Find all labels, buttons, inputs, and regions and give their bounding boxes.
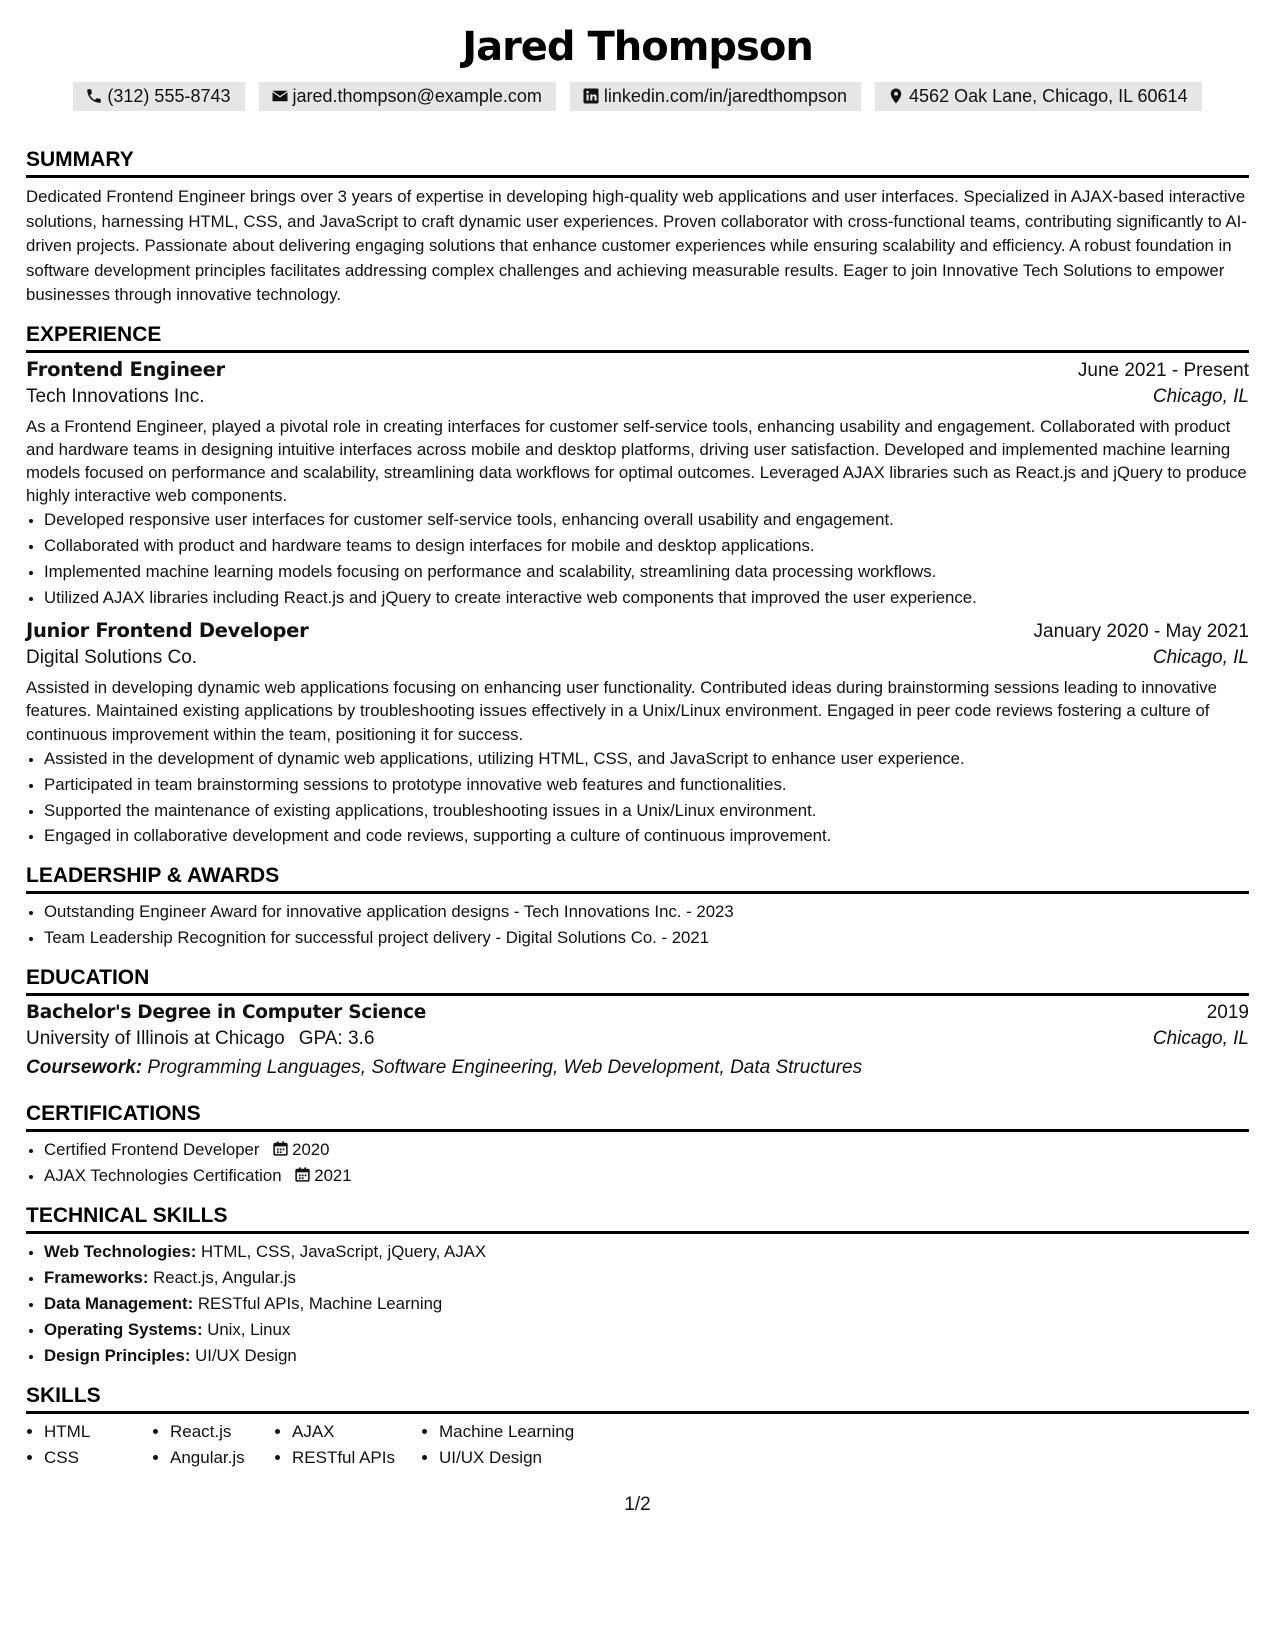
list-item: • UI/UX Design	[439, 1445, 639, 1471]
certifications-section	[26, 1101, 1249, 1189]
page-number: 1/2	[624, 1494, 651, 1515]
skill-category: Data Management:	[44, 1293, 194, 1313]
contact-linkedin-text: linkedin.com/in/jaredthompson	[603, 86, 848, 106]
list-item	[44, 1137, 1249, 1163]
job-date: June 2021 - Present	[1077, 359, 1249, 381]
skill-category: Operating Systems:	[44, 1319, 203, 1339]
envelope-icon	[271, 87, 289, 105]
job-header	[26, 619, 1249, 643]
degree: Bachelor's Degree in Computer Science	[26, 1001, 427, 1023]
experience-section	[26, 322, 1249, 850]
list-item: • Implemented machine learning models focusing on performance and scalability, streamlining data processing workflows.	[44, 559, 1249, 585]
contact-email[interactable]	[259, 82, 556, 111]
skill-category: Web Technologies:	[44, 1242, 197, 1262]
job-company: Tech Innovations Inc.	[26, 385, 205, 407]
section-title-leadership: LEADERSHIP & AWARDS	[26, 863, 1249, 894]
skill-values: Unix, Linux	[207, 1319, 291, 1339]
list-item: • Machine Learning	[439, 1419, 639, 1445]
list-item	[44, 1163, 1249, 1189]
cert-year: 2020	[292, 1139, 330, 1159]
list-item: • AJAX	[292, 1419, 421, 1445]
skill-values: React.js, Angular.js	[153, 1268, 296, 1288]
list-item	[44, 1317, 1249, 1343]
section-title-technical-skills: TECHNICAL SKILLS	[26, 1203, 1249, 1234]
school-name: University of Illinois at Chicago	[26, 1027, 285, 1049]
section-title-education: EDUCATION	[26, 965, 1249, 996]
contact-email-text: jared.thompson@example.com	[292, 86, 542, 106]
linkedin-icon	[582, 87, 600, 105]
job-description: As a Frontend Engineer, played a pivotal role in creating interfaces for customer self-service tools, enhancing usability and engagement. Collaborated with product and hardware teams in designing intuitive interfaces across mobile and desktop platforms, driving user satisfaction. Developed and implemented machine learning models focused on performance and scalability, streamlining data workflows for optimal outcomes. Leveraged AJAX libraries such as React.js and jQuery to produce highly interactive web components.	[26, 416, 1247, 506]
map-pin-icon	[887, 87, 905, 105]
job-bullets	[26, 507, 1249, 610]
list-item: • HTML	[44, 1419, 152, 1445]
list-item	[44, 1291, 1249, 1317]
skills-column	[421, 1419, 639, 1471]
leadership-section	[26, 863, 1249, 951]
school-info	[26, 1028, 374, 1050]
contact-address[interactable]	[875, 82, 1202, 111]
calendar-icon	[294, 1166, 311, 1183]
awards-list	[26, 899, 1249, 951]
skill-values: UI/UX Design	[195, 1345, 297, 1365]
job-header	[26, 358, 1249, 382]
list-item: • Supported the maintenance of existing applications, troubleshooting issues in a Unix/Linux environment.	[44, 798, 1249, 824]
job-company: Digital Solutions Co.	[26, 646, 198, 668]
list-item: • Participated in team brainstorming sessions to prototype innovative web features and functionalities.	[44, 772, 1249, 798]
section-title-certifications: CERTIFICATIONS	[26, 1101, 1249, 1132]
list-item: • Engaged in collaborative development and code reviews, supporting a culture of continuous improvement.	[44, 823, 1249, 849]
section-title-skills: SKILLS	[26, 1383, 1249, 1414]
job-bullets	[26, 746, 1249, 849]
candidate-name: Jared Thompson	[462, 24, 813, 70]
education-header	[26, 1002, 1249, 1024]
school-location: Chicago, IL	[1152, 1027, 1249, 1049]
contact-phone-text: (312) 555-8743	[107, 86, 231, 106]
cert-name: Certified Frontend Developer	[44, 1139, 260, 1159]
list-item: • Utilized AJAX libraries including React.js and jQuery to create interactive web components that improved the user experience.	[44, 585, 1249, 611]
list-item: • RESTful APIs	[292, 1445, 421, 1471]
skills-grid	[26, 1419, 1249, 1471]
list-item: • Collaborated with product and hardware teams to design interfaces for mobile and desktop applications.	[44, 533, 1249, 559]
job-subheader	[26, 386, 1249, 408]
summary-section	[26, 147, 1249, 308]
coursework-label: Coursework:	[26, 1056, 143, 1078]
list-item: • Assisted in the development of dynamic web applications, utilizing HTML, CSS, and JavaScript to enhance user experience.	[44, 746, 1249, 772]
cert-name: AJAX Technologies Certification	[44, 1165, 282, 1185]
list-item	[44, 1239, 1249, 1265]
list-item: • Developed responsive user interfaces for customer self-service tools, enhancing overall usability and engagement.	[44, 507, 1249, 533]
job-subheader	[26, 647, 1249, 669]
gpa: GPA: 3.6	[298, 1027, 375, 1049]
skills-section	[26, 1383, 1249, 1471]
job-description: Assisted in developing dynamic web applications focusing on enhancing user functionality. Contributed ideas during brainstorming sessions leading to innovative features. Maintained existing applications by troubleshooting issues effectively in a Unix/Linux environment. Engaged in peer code reviews fostering a culture of continuous improvement within the team, positioning it for success.	[26, 677, 1217, 744]
list-item	[44, 1265, 1249, 1291]
job-location: Chicago, IL	[1152, 646, 1249, 668]
job-title: Junior Frontend Developer	[26, 618, 309, 642]
technical-skills-section	[26, 1203, 1249, 1368]
contact-phone[interactable]	[73, 82, 244, 111]
contact-linkedin[interactable]	[570, 82, 861, 111]
coursework	[26, 1057, 1249, 1079]
job-title: Frontend Engineer	[26, 357, 225, 381]
education-section	[26, 965, 1249, 1079]
education-subheader	[26, 1028, 1249, 1050]
calendar-icon	[272, 1140, 289, 1157]
list-item: • Team Leadership Recognition for successful project delivery - Digital Solutions Co. - 2021	[44, 925, 1249, 951]
graduation-year: 2019	[1206, 1001, 1249, 1023]
job-entry	[26, 358, 1249, 611]
job-date: January 2020 - May 2021	[1033, 620, 1249, 642]
skills-column	[152, 1419, 274, 1471]
skills-column	[26, 1419, 152, 1471]
skills-column	[274, 1419, 421, 1471]
list-item: • React.js	[170, 1419, 274, 1445]
skill-values: RESTful APIs, Machine Learning	[197, 1293, 443, 1313]
skill-values: HTML, CSS, JavaScript, jQuery, AJAX	[200, 1242, 487, 1262]
contact-bar	[26, 82, 1249, 111]
certifications-list	[26, 1137, 1249, 1189]
list-item: • Outstanding Engineer Award for innovative application designs - Tech Innovations Inc. - 2023	[44, 899, 1249, 925]
summary-text: Dedicated Frontend Engineer brings over 3 years of expertise in developing high-quality web applications and user interfaces. Specialized in AJAX-based interactive solutions, harnessing HTML, CSS, and JavaScript to craft dynamic user experiences. Proven collaborator with cross-functional teams, contributing significantly to AI-driven projects. Passionate about delivering engaging solutions that enhance customer experiences while ensuring scalability and efficiency. A robust foundation in software development principles facilitates addressing complex challenges and achieving measurable results. Eager to join Innovative Tech Solutions to empower businesses through innovative technology.	[26, 187, 1247, 304]
section-title-summary: SUMMARY	[26, 147, 1249, 178]
list-item: • Angular.js	[170, 1445, 274, 1471]
cert-year: 2021	[314, 1165, 352, 1185]
technical-skills-list	[26, 1239, 1249, 1368]
resume-page	[26, 20, 1249, 1471]
skill-category: Design Principles:	[44, 1345, 191, 1365]
section-title-experience: EXPERIENCE	[26, 322, 1249, 353]
contact-address-text: 4562 Oak Lane, Chicago, IL 60614	[909, 86, 1188, 106]
job-entry	[26, 619, 1249, 850]
coursework-list: Programming Languages, Software Engineering, Web Development, Data Structures	[147, 1056, 863, 1078]
phone-icon	[85, 87, 103, 105]
list-item	[44, 1343, 1249, 1369]
job-location: Chicago, IL	[1152, 385, 1249, 407]
list-item: • CSS	[44, 1445, 152, 1471]
skill-category: Frameworks:	[44, 1268, 149, 1288]
